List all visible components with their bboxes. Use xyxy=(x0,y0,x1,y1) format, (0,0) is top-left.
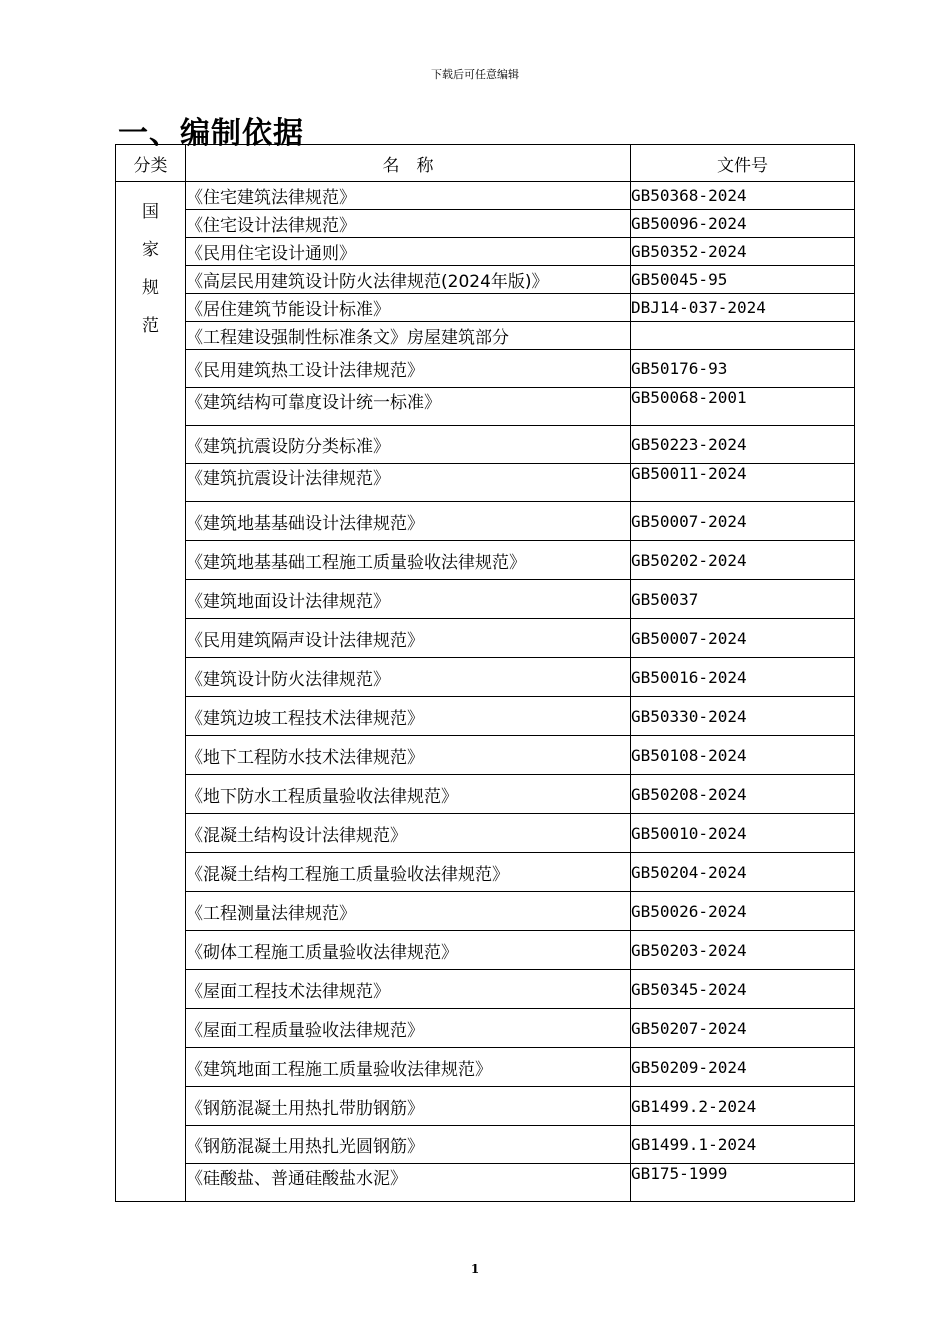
standard-code: GB50010-2024 xyxy=(631,814,855,853)
category-cell xyxy=(116,182,186,1202)
standard-name: 《建筑地面工程施工质量验收法律规范》 xyxy=(186,1048,631,1087)
standard-name: 《高层民用建筑设计防火法律规范(2024年版)》 xyxy=(186,266,631,294)
standard-code: GB50068-2001 xyxy=(631,388,855,426)
table-row xyxy=(116,1164,855,1202)
standard-code: GB50204-2024 xyxy=(631,853,855,892)
standard-name: 《钢筋混凝土用热扎光圆钢筋》 xyxy=(186,1126,631,1164)
standard-name: 《住宅设计法律规范》 xyxy=(186,210,631,238)
table-row xyxy=(116,580,855,619)
page-header: 下载后可任意编辑 xyxy=(431,68,519,81)
standard-name: 《硅酸盐、普通硅酸盐水泥》 xyxy=(186,1164,631,1202)
table-row xyxy=(116,238,855,266)
table-row xyxy=(116,619,855,658)
standard-name: 《地下工程防水技术法律规范》 xyxy=(186,736,631,775)
standard-code: GB50108-2024 xyxy=(631,736,855,775)
standard-code: GB50223-2024 xyxy=(631,426,855,464)
standard-code: GB50207-2024 xyxy=(631,1009,855,1048)
standard-code: GB50203-2024 xyxy=(631,931,855,970)
table-row xyxy=(116,322,855,350)
standard-name: 《砌体工程施工质量验收法律规范》 xyxy=(186,931,631,970)
table-row xyxy=(116,892,855,931)
table-row xyxy=(116,1126,855,1164)
table-row xyxy=(116,1048,855,1087)
standard-name: 《建筑边坡工程技术法律规范》 xyxy=(186,697,631,736)
table-row xyxy=(116,1009,855,1048)
standard-code: GB50176-93 xyxy=(631,350,855,388)
standard-name: 《屋面工程技术法律规范》 xyxy=(186,970,631,1009)
table-row xyxy=(116,388,855,426)
standard-name: 《建筑结构可靠度设计统一标准》 xyxy=(186,388,631,426)
table-row xyxy=(116,814,855,853)
standard-code: GB50345-2024 xyxy=(631,970,855,1009)
standard-code: GB50330-2024 xyxy=(631,697,855,736)
standard-name: 《建筑设计防火法律规范》 xyxy=(186,658,631,697)
standard-code: GB50368-2024 xyxy=(631,182,855,210)
standard-code: GB175-1999 xyxy=(631,1164,855,1202)
standard-name: 《建筑地基基础工程施工质量验收法律规范》 xyxy=(186,541,631,580)
table-row xyxy=(116,1087,855,1126)
standard-code: GB50202-2024 xyxy=(631,541,855,580)
standard-code: DBJ14-037-2024 xyxy=(631,294,855,322)
standard-code: GB50096-2024 xyxy=(631,210,855,238)
standard-code: GB50045-95 xyxy=(631,266,855,294)
category-label: 国家规范 xyxy=(142,202,159,336)
standard-name: 《建筑抗震设防分类标准》 xyxy=(186,426,631,464)
column-header-name: 名 称 xyxy=(186,145,631,182)
table-row xyxy=(116,266,855,294)
table-row xyxy=(116,464,855,502)
table-row xyxy=(116,853,855,892)
standard-name: 《混凝土结构工程施工质量验收法律规范》 xyxy=(186,853,631,892)
table-row xyxy=(116,775,855,814)
standard-code: GB1499.1-2024 xyxy=(631,1126,855,1164)
standards-table xyxy=(115,144,855,1202)
table-row xyxy=(116,210,855,238)
table-row xyxy=(116,541,855,580)
table-row xyxy=(116,736,855,775)
standard-name: 《民用建筑热工设计法律规范》 xyxy=(186,350,631,388)
table-row xyxy=(116,294,855,322)
standard-code: GB50208-2024 xyxy=(631,775,855,814)
standard-name: 《屋面工程质量验收法律规范》 xyxy=(186,1009,631,1048)
standard-code: GB50016-2024 xyxy=(631,658,855,697)
standard-name: 《地下防水工程质量验收法律规范》 xyxy=(186,775,631,814)
standard-name: 《混凝土结构设计法律规范》 xyxy=(186,814,631,853)
standard-name: 《建筑地面设计法律规范》 xyxy=(186,580,631,619)
standard-name: 《建筑地基基础设计法律规范》 xyxy=(186,502,631,541)
standard-name: 《工程测量法律规范》 xyxy=(186,892,631,931)
standard-code: GB50026-2024 xyxy=(631,892,855,931)
table-row xyxy=(116,182,855,210)
standard-code: GB50352-2024 xyxy=(631,238,855,266)
table-row xyxy=(116,426,855,464)
column-header-code: 文件号 xyxy=(631,145,855,182)
standard-name: 《民用建筑隔声设计法律规范》 xyxy=(186,619,631,658)
standard-name: 《住宅建筑法律规范》 xyxy=(186,182,631,210)
section-title: 一、编制依据 xyxy=(118,116,304,151)
table-header-row xyxy=(116,145,855,182)
standard-name: 《居住建筑节能设计标准》 xyxy=(186,294,631,322)
standard-code: GB50007-2024 xyxy=(631,619,855,658)
standard-code: GB50037 xyxy=(631,580,855,619)
table-row xyxy=(116,350,855,388)
standard-name: 《民用住宅设计通则》 xyxy=(186,238,631,266)
table-row xyxy=(116,697,855,736)
standard-name: 《建筑抗震设计法律规范》 xyxy=(186,464,631,502)
standard-code xyxy=(631,322,855,350)
standard-name: 《工程建设强制性标准条文》房屋建筑部分 xyxy=(186,322,631,350)
table-row xyxy=(116,658,855,697)
standard-code: GB1499.2-2024 xyxy=(631,1087,855,1126)
table-row xyxy=(116,931,855,970)
page-number: 1 xyxy=(470,1262,480,1276)
standard-name: 《钢筋混凝土用热扎带肋钢筋》 xyxy=(186,1087,631,1126)
column-header-category: 分类 xyxy=(116,145,186,182)
standard-code: GB50007-2024 xyxy=(631,502,855,541)
table-row xyxy=(116,502,855,541)
table-row xyxy=(116,970,855,1009)
standard-code: GB50209-2024 xyxy=(631,1048,855,1087)
standard-code: GB50011-2024 xyxy=(631,464,855,502)
